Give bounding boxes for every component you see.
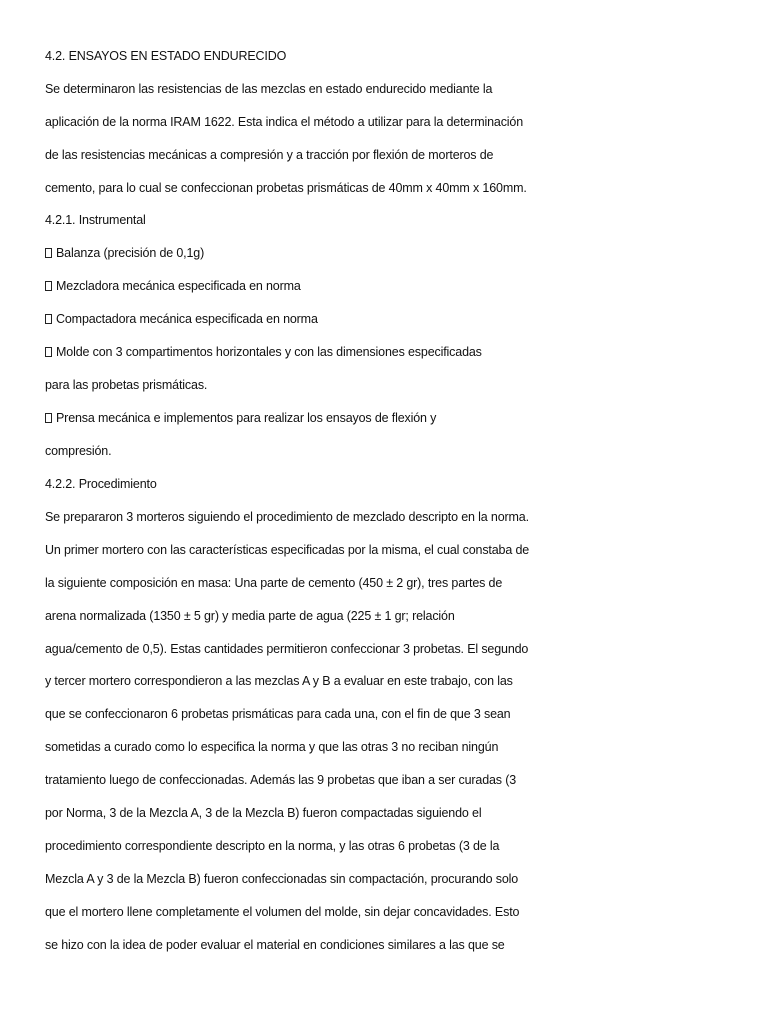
procedimiento-line: sometidas a curado como lo especifica la norma y que las otras 3 no reciban ningún <box>45 740 499 754</box>
intro-line-4: cemento, para lo cual se confeccionan probetas prismáticas de 40mm x 40mm x 160mm. <box>45 181 527 195</box>
instrumental-item <box>45 410 436 426</box>
instrumental-item <box>45 344 482 360</box>
procedimiento-line: que se confeccionaron 6 probetas prismáticas para cada una, con el fin de que 3 sean <box>45 707 511 721</box>
intro-line-3: de las resistencias mecánicas a compresión y a tracción por flexión de morteros de <box>45 148 494 162</box>
instrumental-item <box>45 278 301 294</box>
bullet-glyph-icon <box>45 347 52 357</box>
procedimiento-line: que el mortero llene completamente el volumen del molde, sin dejar concavidades. Esto <box>45 905 520 919</box>
instrumental-item-text: Molde con 3 compartimentos horizontales y con las dimensiones especificadas <box>56 345 482 359</box>
intro-line-1: Se determinaron las resistencias de las mezclas en estado endurecido mediante la <box>45 82 493 96</box>
instrumental-item-text: Compactadora mecánica especificada en norma <box>56 312 318 326</box>
instrumental-item-text: Mezcladora mecánica especificada en norma <box>56 279 301 293</box>
procedimiento-line: por Norma, 3 de la Mezcla A, 3 de la Mezcla B) fueron compactadas siguiendo el <box>45 806 482 820</box>
procedimiento-line: se hizo con la idea de poder evaluar el material en condiciones similares a las que se <box>45 938 505 952</box>
bullet-glyph-icon <box>45 314 52 324</box>
procedimiento-line: tratamiento luego de confeccionadas. Además las 9 probetas que iban a ser curadas (3 <box>45 773 517 787</box>
procedimiento-line: y tercer mortero correspondieron a las mezclas A y B a evaluar en este trabajo, con las <box>45 674 513 688</box>
instrumental-heading: 4.2.1. Instrumental <box>45 213 146 227</box>
bullet-glyph-icon <box>45 248 52 258</box>
procedimiento-line: procedimiento correspondiente descripto en la norma, y las otras 6 probetas (3 de la <box>45 839 500 853</box>
intro-line-2: aplicación de la norma IRAM 1622. Esta indica el método a utilizar para la determinación <box>45 115 524 129</box>
instrumental-continuation: compresión. <box>45 444 112 458</box>
procedimiento-heading: 4.2.2. Procedimiento <box>45 477 157 491</box>
instrumental-item <box>45 311 318 327</box>
procedimiento-line: la siguiente composición en masa: Una parte de cemento (450 ± 2 gr), tres partes de <box>45 576 503 590</box>
instrumental-item-text: Prensa mecánica e implementos para realizar los ensayos de flexión y <box>56 411 437 425</box>
procedimiento-line: Mezcla A y 3 de la Mezcla B) fueron confeccionadas sin compactación, procurando solo <box>45 872 519 886</box>
section-heading: 4.2. ENSAYOS EN ESTADO ENDURECIDO <box>45 49 287 63</box>
procedimiento-line: Se prepararon 3 morteros siguiendo el procedimiento de mezclado descripto en la norma. <box>45 510 529 524</box>
procedimiento-line: arena normalizada (1350 ± 5 gr) y media parte de agua (225 ± 1 gr; relación <box>45 609 455 623</box>
instrumental-continuation: para las probetas prismáticas. <box>45 378 208 392</box>
bullet-glyph-icon <box>45 281 52 291</box>
bullet-glyph-icon <box>45 413 52 423</box>
procedimiento-line: agua/cemento de 0,5). Estas cantidades permitieron confeccionar 3 probetas. El segundo <box>45 642 529 656</box>
instrumental-item-text: Balanza (precisión de 0,1g) <box>56 246 205 260</box>
procedimiento-line: Un primer mortero con las características especificadas por la misma, el cual constaba de <box>45 543 530 557</box>
instrumental-item <box>45 245 204 261</box>
